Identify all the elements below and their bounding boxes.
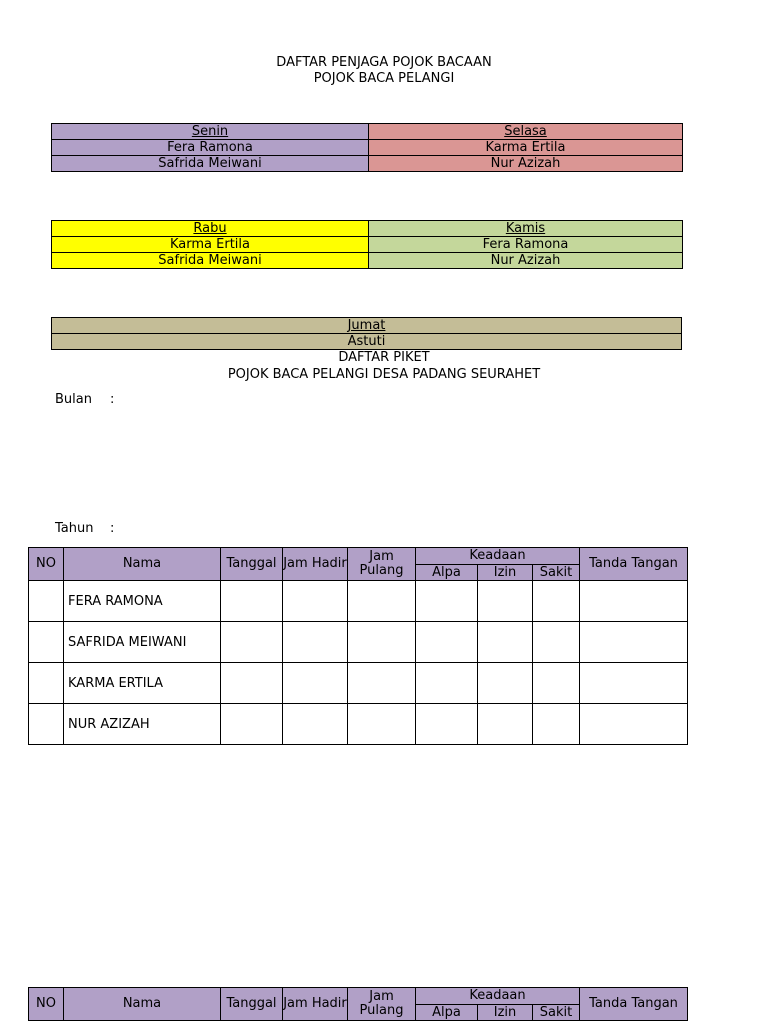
schedule-cell: Safrida Meiwani: [52, 156, 369, 172]
cell-izin[interactable]: [478, 622, 533, 663]
col-header-jam-pulang: Jam Pulang: [348, 988, 416, 1021]
col-header-tanggal: Tanggal: [221, 988, 283, 1021]
cell-jam-pulang[interactable]: [348, 622, 416, 663]
cell-sakit[interactable]: [533, 622, 580, 663]
col-header-no: NO: [29, 548, 64, 581]
table-row: [29, 622, 688, 663]
tahun-colon: :: [110, 521, 115, 536]
col-header-tanggal: Tanggal: [221, 548, 283, 581]
schedule-table-rabu-kamis: [51, 220, 683, 269]
cell-tanda-tangan[interactable]: [580, 704, 688, 745]
col-header-izin: Izin: [478, 565, 533, 581]
cell-no: [29, 704, 64, 745]
col-header-keadaan: Keadaan: [416, 548, 580, 565]
col-header-alpa: Alpa: [416, 1005, 478, 1021]
schedule-cell: Fera Ramona: [52, 140, 369, 156]
cell-alpa[interactable]: [416, 581, 478, 622]
day-header-senin: Senin: [52, 124, 369, 140]
cell-tanggal[interactable]: [221, 663, 283, 704]
bulan-colon: :: [110, 392, 115, 407]
col-header-jam-hadir: Jam Hadir: [283, 988, 348, 1021]
cell-tanggal[interactable]: [221, 704, 283, 745]
col-header-sakit: Sakit: [533, 565, 580, 581]
schedule-cell: Fera Ramona: [369, 237, 683, 253]
table-row: [29, 581, 688, 622]
cell-izin[interactable]: [478, 581, 533, 622]
cell-tanggal[interactable]: [221, 581, 283, 622]
cell-jam-hadir[interactable]: [283, 581, 348, 622]
cell-no: [29, 663, 64, 704]
cell-tanggal[interactable]: [221, 622, 283, 663]
col-header-jam-pulang: Jam Pulang: [348, 548, 416, 581]
cell-no: [29, 622, 64, 663]
schedule-cell: Karma Ertila: [52, 237, 369, 253]
col-header-no: NO: [29, 988, 64, 1021]
col-header-jam-hadir: Jam Hadir: [283, 548, 348, 581]
main-title-line1: DAFTAR PENJAGA POJOK BACAAN: [276, 55, 492, 70]
cell-nama: SAFRIDA MEIWANI: [64, 622, 221, 663]
col-header-izin: Izin: [478, 1005, 533, 1021]
cell-jam-hadir[interactable]: [283, 704, 348, 745]
col-header-tanda-tangan: Tanda Tangan: [580, 988, 688, 1021]
piket-table: [28, 547, 688, 745]
cell-sakit[interactable]: [533, 704, 580, 745]
tahun-label: Tahun: [55, 521, 94, 536]
piket-title-line2: POJOK BACA PELANGI DESA PADANG SEURAHET: [227, 367, 541, 382]
schedule-cell: Astuti: [52, 334, 682, 350]
piket-title-line1: DAFTAR PIKET: [338, 350, 430, 365]
schedule-cell: Safrida Meiwani: [52, 253, 369, 269]
cell-sakit[interactable]: [533, 663, 580, 704]
schedule-table-jumat: [51, 317, 682, 350]
cell-izin[interactable]: [478, 663, 533, 704]
cell-nama: FERA RAMONA: [64, 581, 221, 622]
schedule-cell: Nur Azizah: [369, 253, 683, 269]
cell-jam-pulang[interactable]: [348, 704, 416, 745]
col-header-sakit: Sakit: [533, 1005, 580, 1021]
day-header-kamis: Kamis: [369, 221, 683, 237]
bulan-label: Bulan: [55, 392, 92, 407]
schedule-cell: Nur Azizah: [369, 156, 683, 172]
table-row: [29, 663, 688, 704]
day-header-selasa: Selasa: [369, 124, 683, 140]
cell-jam-hadir[interactable]: [283, 622, 348, 663]
col-header-nama: Nama: [64, 548, 221, 581]
table-row: [29, 704, 688, 745]
cell-tanda-tangan[interactable]: [580, 622, 688, 663]
schedule-table-senin-selasa: [51, 123, 683, 172]
cell-tanda-tangan[interactable]: [580, 581, 688, 622]
cell-alpa[interactable]: [416, 663, 478, 704]
cell-izin[interactable]: [478, 704, 533, 745]
col-header-nama: Nama: [64, 988, 221, 1021]
piket-table-2: [28, 987, 688, 1021]
cell-jam-pulang[interactable]: [348, 663, 416, 704]
main-title-line2: POJOK BACA PELANGI: [313, 71, 455, 86]
col-header-tanda-tangan: Tanda Tangan: [580, 548, 688, 581]
day-header-jumat: Jumat: [52, 318, 682, 334]
schedule-cell: Karma Ertila: [369, 140, 683, 156]
day-header-rabu: Rabu: [52, 221, 369, 237]
cell-alpa[interactable]: [416, 704, 478, 745]
col-header-keadaan: Keadaan: [416, 988, 580, 1005]
cell-jam-hadir[interactable]: [283, 663, 348, 704]
col-header-alpa: Alpa: [416, 565, 478, 581]
cell-tanda-tangan[interactable]: [580, 663, 688, 704]
cell-sakit[interactable]: [533, 581, 580, 622]
cell-no: [29, 581, 64, 622]
cell-nama: KARMA ERTILA: [64, 663, 221, 704]
cell-jam-pulang[interactable]: [348, 581, 416, 622]
cell-nama: NUR AZIZAH: [64, 704, 221, 745]
cell-alpa[interactable]: [416, 622, 478, 663]
